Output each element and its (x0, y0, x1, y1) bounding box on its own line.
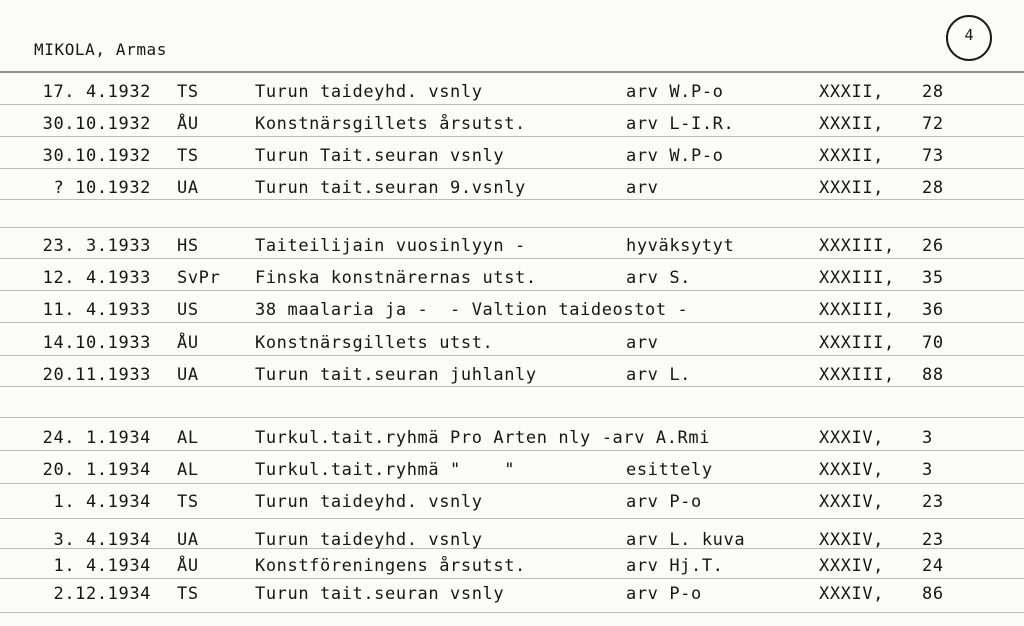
entry-page: 70 (922, 333, 944, 353)
entry-newspaper: UA (177, 365, 199, 385)
entry-page: 26 (922, 236, 944, 256)
entry-review: esittely (626, 460, 713, 480)
entry-volume: XXXIV, (819, 530, 885, 550)
entry-page: 86 (922, 584, 944, 604)
ruled-line (0, 290, 1024, 291)
entry-newspaper: TS (177, 146, 199, 166)
page-number-circle (946, 15, 992, 61)
entry-exhibition: Turun tait.seuran 9.vsnly (255, 178, 526, 198)
entry-date: 30.10.1932 (42, 114, 151, 134)
entry-page: 28 (922, 82, 944, 102)
ruled-line (0, 450, 1024, 451)
entry-exhibition: Konstföreningens årsutst. (255, 556, 526, 576)
ruled-line (0, 322, 1024, 323)
entry-date: 14.10.1933 (42, 333, 151, 353)
entry-volume: XXXII, (819, 146, 885, 166)
ruled-line (0, 578, 1024, 579)
entry-page: 72 (922, 114, 944, 134)
entry-volume: XXXII, (819, 178, 885, 198)
entry-page: 73 (922, 146, 944, 166)
ruled-line (0, 168, 1024, 169)
entry-review: arv Hj.T. (626, 556, 724, 576)
entry-newspaper: ÅU (177, 333, 199, 353)
ruled-line (0, 104, 1024, 105)
entry-newspaper: TS (177, 492, 199, 512)
entry-volume: XXXIII, (819, 300, 895, 320)
entry-exhibition: Turun tait.seuran vsnly (255, 584, 505, 604)
entry-review: hyväksytyt (626, 236, 735, 256)
entry-review: arv W.P-o (626, 146, 724, 166)
entry-page: 35 (922, 268, 944, 288)
ruled-line (0, 227, 1024, 228)
entry-exhibition: 38 maalaria ja - - Valtion taideostot - (255, 300, 689, 320)
entry-volume: XXXIV, (819, 492, 885, 512)
entry-volume: XXXIII, (819, 333, 895, 353)
entry-exhibition: Turkul.tait.ryhmä " " (255, 460, 516, 480)
entry-volume: XXXIII, (819, 365, 895, 385)
entry-review: arv P-o (626, 492, 702, 512)
entry-date: 17. 4.1932 (42, 82, 151, 102)
entry-exhibition: Turun tait.seuran juhlanly (255, 365, 537, 385)
entry-newspaper: TS (177, 584, 199, 604)
entry-volume: XXXIV, (819, 556, 885, 576)
entry-volume: XXXIII, (819, 236, 895, 256)
entry-page: 24 (922, 556, 944, 576)
entry-exhibition: Taiteilijain vuosinlyyn - (255, 236, 526, 256)
entry-date: 1. 4.1934 (53, 492, 151, 512)
entry-page: 88 (922, 365, 944, 385)
entry-page: 23 (922, 492, 944, 512)
entry-newspaper: TS (177, 82, 199, 102)
ruled-line (0, 518, 1024, 519)
entry-exhibition: Konstnärsgillets utst. (255, 333, 494, 353)
entry-page: 23 (922, 530, 944, 550)
ruled-line (0, 199, 1024, 200)
entry-newspaper: ÅU (177, 556, 199, 576)
ruled-line (0, 386, 1024, 387)
entry-exhibition: Turun taideyhd. vsnly (255, 82, 483, 102)
entry-date: 20. 1.1934 (42, 460, 151, 480)
entry-page: 36 (922, 300, 944, 320)
card-title: MIKOLA, Armas (34, 40, 168, 59)
entry-date: 3. 4.1934 (53, 530, 151, 550)
entry-date: 11. 4.1933 (42, 300, 151, 320)
entry-volume: XXXIV, (819, 460, 885, 480)
entry-review: arv L. kuva (626, 530, 746, 550)
entry-page: 3 (922, 428, 933, 448)
entry-page: 3 (922, 460, 933, 480)
entry-date: 30.10.1932 (42, 146, 151, 166)
entry-volume: XXXIV, (819, 584, 885, 604)
entry-newspaper: ÅU (177, 114, 199, 134)
entry-volume: XXXIII, (819, 268, 895, 288)
entry-page: 28 (922, 178, 944, 198)
entry-newspaper: HS (177, 236, 199, 256)
entry-newspaper: SvPr (177, 268, 221, 288)
entry-exhibition: Turun taideyhd. vsnly (255, 530, 483, 550)
entry-date: 23. 3.1933 (42, 236, 151, 256)
entry-newspaper: UA (177, 178, 199, 198)
ruled-line (0, 483, 1024, 484)
entry-review: arv L. (626, 365, 692, 385)
ruled-line (0, 612, 1024, 613)
entry-newspaper: US (177, 300, 199, 320)
ruled-line (0, 136, 1024, 137)
entry-review: arv (626, 178, 659, 198)
entry-review: arv (626, 333, 659, 353)
ruled-line (0, 258, 1024, 259)
entry-exhibition: Finska konstnärernas utst. (255, 268, 537, 288)
entry-exhibition: Turun Tait.seuran vsnly (255, 146, 505, 166)
ruled-line (0, 71, 1024, 73)
entry-review: arv W.P-o (626, 82, 724, 102)
entry-newspaper: AL (177, 460, 199, 480)
entry-exhibition: Konstnärsgillets årsutst. (255, 114, 526, 134)
entry-date: ? 10.1932 (53, 178, 151, 198)
entry-review: arv P-o (626, 584, 702, 604)
entry-date: 1. 4.1934 (53, 556, 151, 576)
ruled-line (0, 417, 1024, 418)
entry-review: arv L-I.R. (626, 114, 735, 134)
entry-newspaper: UA (177, 530, 199, 550)
entry-volume: XXXIV, (819, 428, 885, 448)
entry-volume: XXXII, (819, 114, 885, 134)
entry-date: 24. 1.1934 (42, 428, 151, 448)
entry-review: arv S. (626, 268, 692, 288)
entry-date: 12. 4.1933 (42, 268, 151, 288)
entry-exhibition: Turkul.tait.ryhmä Pro Arten nly -arv A.Rmi (255, 428, 711, 448)
entry-date: 2.12.1934 (53, 584, 151, 604)
entry-date: 20.11.1933 (42, 365, 151, 385)
entry-exhibition: Turun taideyhd. vsnly (255, 492, 483, 512)
page-number: 4 (964, 26, 974, 44)
ruled-line (0, 355, 1024, 356)
entry-volume: XXXII, (819, 82, 885, 102)
entry-newspaper: AL (177, 428, 199, 448)
